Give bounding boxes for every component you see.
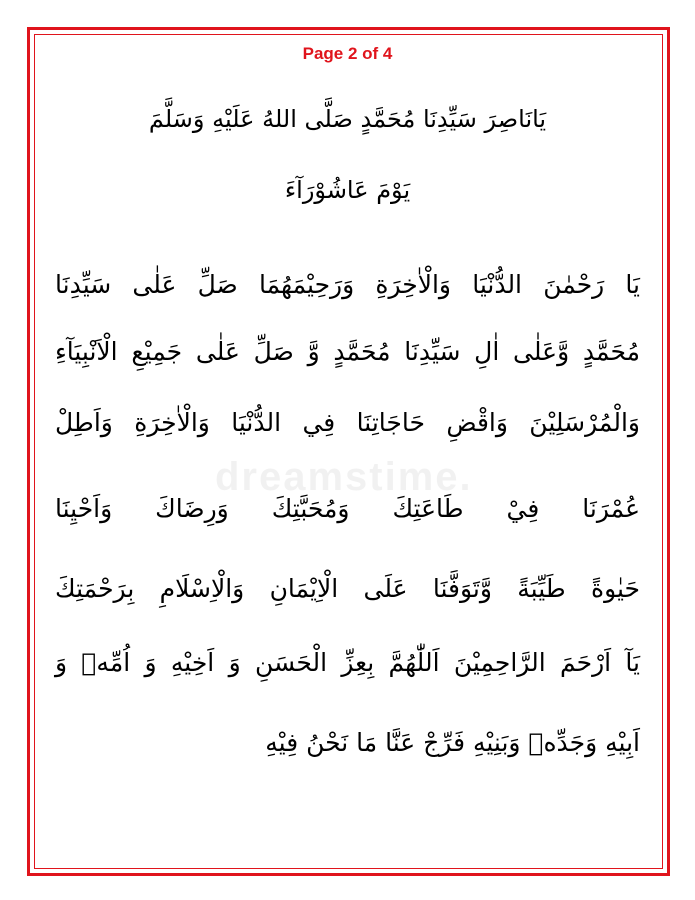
- page-indicator: Page 2 of 4: [302, 44, 393, 63]
- heading-line-2: يَوْمَ عَاشُوْرَآءَ: [284, 176, 411, 204]
- watermark: dreamstime.: [215, 455, 473, 499]
- prayer-line-6: يَآ اَرْحَمَ الرَّاحِمِيْنَ اَللّٰهُمَّ بِعِزِّ الْحَسَنِ وَ اَخِيْهِ وَ اُمِّهٖ وَ: [55, 648, 640, 677]
- prayer-line-3: وَالْمُرْسَلِيْنَ وَاقْضِ حَاجَاتِنَا فِي الدُّنْيَا وَالْاٰخِرَةِ وَاَطِلْ: [55, 408, 640, 437]
- prayer-line-4: عُمْرَنَا فِيْ طَاعَتِكَ وَمُحَبَّتِكَ وَرِضَاكَ وَاَحْيِنَا: [55, 494, 640, 523]
- prayer-line-5: حَيٰوةً طَيِّبَةً وَّتَوَفَّنَا عَلَى الْاِيْمَانِ وَالْاِسْلَامِ بِرَحْمَتِكَ: [55, 574, 640, 603]
- prayer-line-7: اَبِيْهِ وَجَدِّهٖ وَبَنِيْهِ فَرِّجْ عَنَّا مَا نَحْنُ فِيْهِ: [265, 728, 640, 757]
- prayer-line-1: يَا رَحْمٰنَ الدُّنْيَا وَالْاٰخِرَةِ وَرَحِيْمَهُمَا صَلِّ عَلٰى سَيِّدِنَا: [55, 270, 640, 299]
- prayer-line-2: مُحَمَّدٍ وَّعَلٰى اٰلِ سَيِّدِنَا مُحَمَّدٍ وَّ صَلِّ عَلٰى جَمِيْعِ الْاَنْبِيَآءِ: [55, 337, 640, 366]
- heading-line-1: يَانَاصِرَ سَيِّدِنَا مُحَمَّدٍ صَلَّى اللهُ عَلَيْهِ وَسَلَّمَ: [148, 105, 547, 133]
